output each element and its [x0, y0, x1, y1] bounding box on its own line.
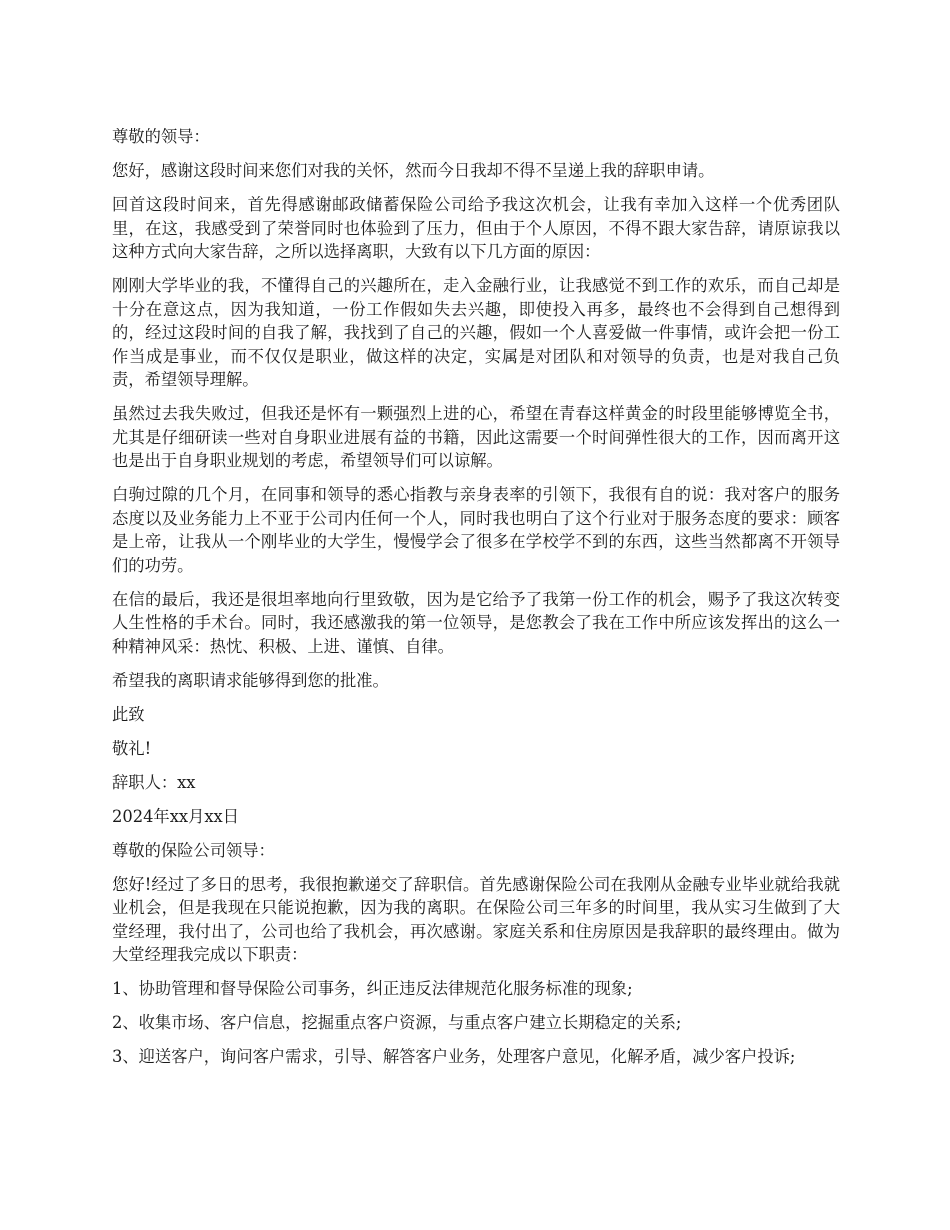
list-item: 3、迎送客户，询问客户需求，引导、解答客户业务，处理客户意见，化解矛盾，减少客户投诉;	[112, 1047, 796, 1066]
closing-line: 敬礼!	[112, 738, 152, 758]
body-paragraph: 回首这段时间来，首先得感谢邮政储蓄保险公司给予我这次机会，让我有幸加入这样一个优秀团队里，在这，我感受到了荣誉同时也体验到了压力，但由于个人原因，不得不跟大家告辞，请原谅我以这种方式向大家告辞，之所以选择离职，大致有以下几方面的原因：	[112, 195, 840, 261]
body-paragraph: 希望我的离职请求能够得到您的批准。	[112, 670, 389, 690]
body-paragraph: 您好!经过了多日的思考，我很抱歉递交了辞职信。首先感谢保险公司在我刚从金融专业毕业就给我就业机会，但是我现在只能说抱歉，因为我的离职。在保险公司三年多的时间里，我从实习生做到了大堂经理，我付出了，公司也给了我机会，再次感谢。家庭关系和住房原因是我辞职的最终理由。做为大堂经理我完成以下职责：	[112, 874, 840, 964]
date-line: 2024年xx月xx日	[112, 806, 240, 826]
list-item: 2、收集市场、客户信息，挖掘重点客户资源，与重点客户建立长期稳定的关系;	[112, 1013, 682, 1032]
body-paragraph: 您好，感谢这段时间来您们对我的关怀，然而今日我却不得不呈递上我的辞职申请。	[112, 161, 715, 180]
body-paragraph: 虽然过去我失败过，但我还是怀有一颗强烈上进的心，希望在青春这样黄金的时段里能够博览全书，尤其是仔细研读一些对自身职业进展有益的书籍，因此这需要一个时间弹性很大的工作，因而离开这也是出于自身职业规划的考虑，希望领导们可以谅解。	[112, 404, 840, 470]
salutation: 尊敬的领导：	[112, 127, 210, 146]
signature-line: 辞职人：xx	[112, 772, 196, 792]
closing-line: 此致	[112, 704, 145, 724]
list-item: 1、协助管理和督导保险公司事务，纠正违反法律规范化服务标准的现象;	[112, 979, 633, 998]
document-page	[112, 125, 840, 1079]
body-paragraph: 白驹过隙的几个月，在同事和领导的悉心指教与亲身表率的引领下，我很有自的说：我对客户的服务态度以及业务能力上不亚于公司内任何一个人，同时我也明白了这个行业对于服务态度的要求：顾客是上帝，让我从一个刚毕业的大学生，慢慢学会了很多在学校学不到的东西，这些当然都离不开领导们的功劳。	[112, 485, 840, 575]
body-paragraph: 在信的最后，我还是很坦率地向行里致敬，因为是它给予了我第一份工作的机会，赐予了我这次转变人生性格的手术台。同时，我还感激我的第一位领导，是您教会了我在工作中所应该发挥出的这么一种精神风采：热忱、积极、上进、谨慎、自律。	[112, 589, 840, 656]
body-paragraph: 刚刚大学毕业的我，不懂得自己的兴趣所在，走入金融行业，让我感觉不到工作的欢乐，而自己却是十分在意这点，因为我知道，一份工作假如失去兴趣，即使投入再多，最终也不会得到自己想得到的，经过这段时间的自我了解，我找到了自己的兴趣，假如一个人喜爱做一件事情，或许会把一份工作当成是事业，而不仅仅是职业，做这样的决定，实属是对团队和对领导的负责，也是对我自己负责，希望领导理解。	[112, 276, 840, 389]
salutation: 尊敬的保险公司领导：	[112, 840, 275, 860]
